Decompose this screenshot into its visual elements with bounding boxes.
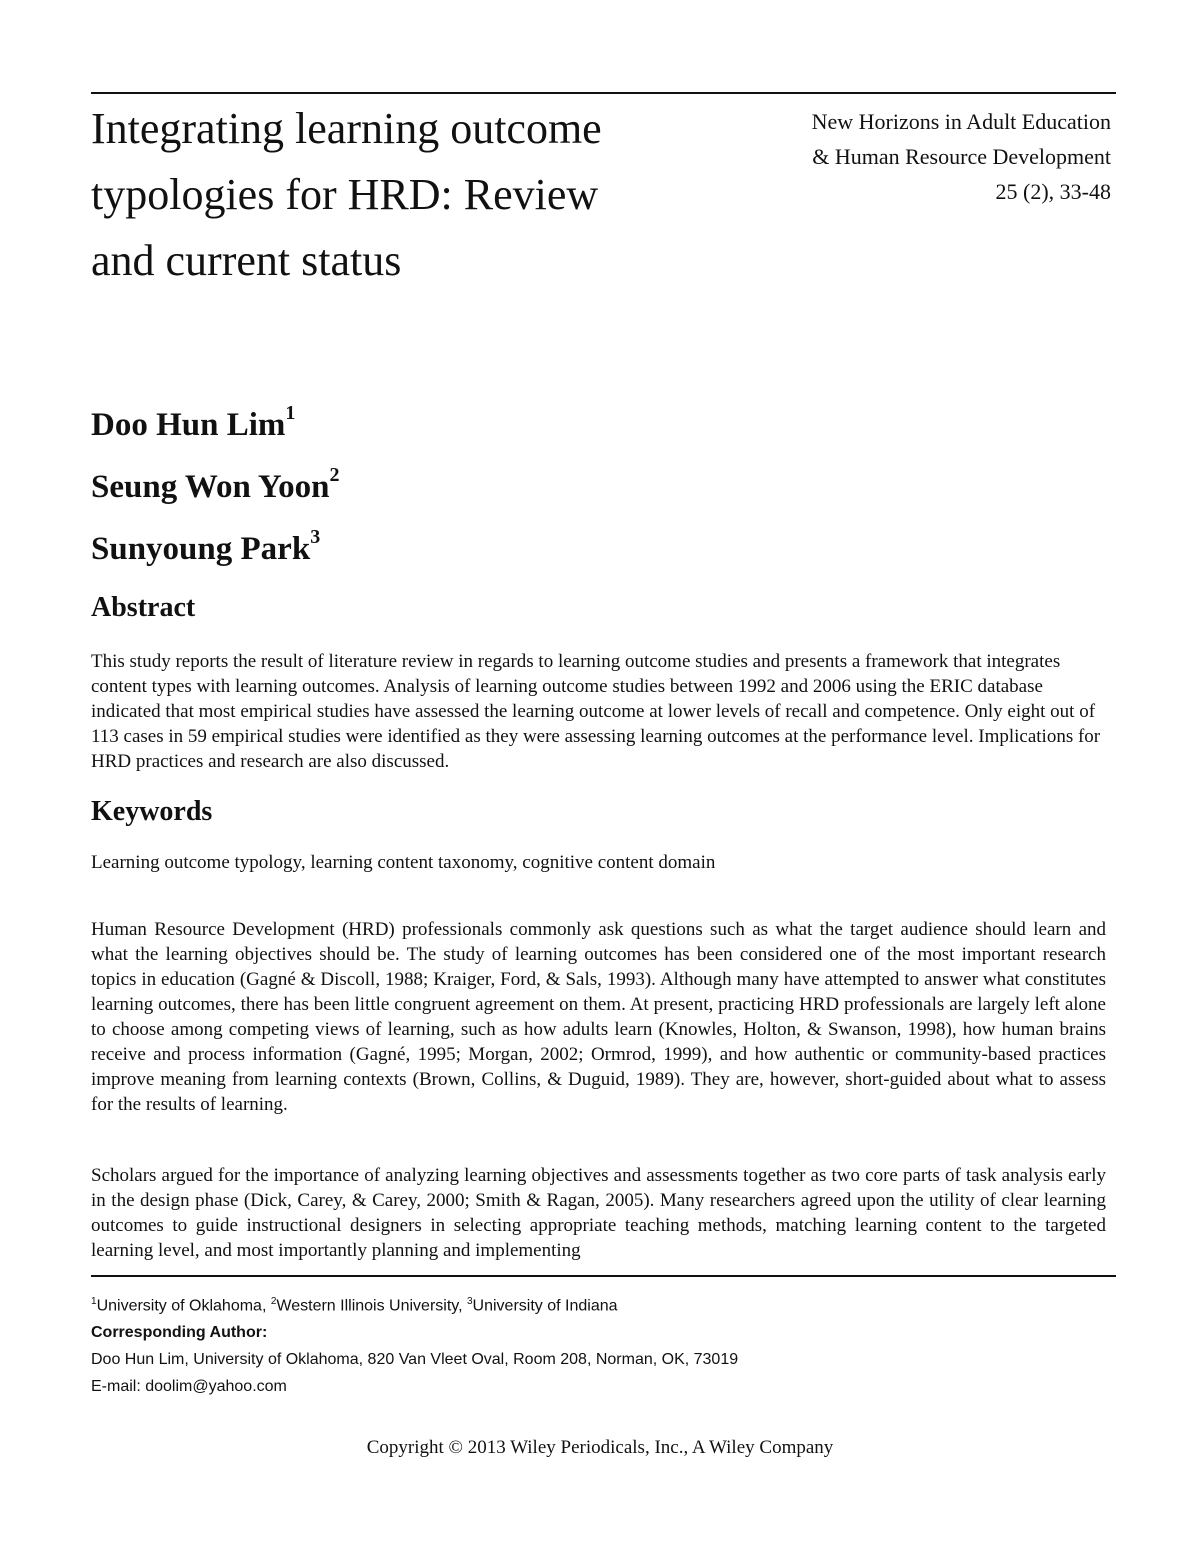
body-paragraph: Human Resource Development (HRD) professionals commonly ask questions such as what the target audience should learn and what the learning objectives should be. The study of learning outcomes has been considered one of the most important research topics in education (Gagné & Discoll, 1988; Kraiger, Ford, & Sals, 1993). Although many have attempted to answer what constitutes learning outcomes, there has been little congruent agreement on them. At present, practicing HRD professionals are largely left alone to choose among competing views of learning, such as how adults learn (Knowles, Holton, & Swanson, 1998), how human brains receive and process information (Gagné, 1995; Morgan, 2002; Ormrod, 1999), and how authentic or community-based practices improve meaning from learning contexts (Brown, Collins, & Duguid, 1989). They are, however, short-guided about what to assess for the results of learning. — [91, 919, 1106, 1115]
affiliation-mark: 2 — [270, 1296, 277, 1307]
top-rule — [91, 92, 1116, 94]
author-affiliation-mark: 1 — [285, 402, 296, 424]
abstract-text: This study reports the result of literature review in regards to learning outcome studies and presents a framework that integrates content types with learning outcomes. Analysis of learning outcome studies between 1992 and 2006 using the ERIC database indicated that most empirical studies have assessed the learning outcome at lower levels of recall and competence. Only eight out of 113 cases in 59 empirical studies were identified as they were assessing learning outcomes at the performance level. Implications for HRD practices and research are also discussed. — [91, 651, 1101, 772]
affiliation-mark: 3 — [466, 1296, 473, 1307]
journal-citation — [812, 104, 1111, 209]
author-affiliation-mark: 3 — [310, 526, 321, 548]
author-affiliation-mark: 2 — [329, 464, 340, 486]
affiliation: Western Illinois University, — [276, 1297, 467, 1315]
author — [91, 390, 339, 452]
keywords-heading: Keywords — [91, 796, 213, 827]
article-title: Integrating learning outcome typologies for HRD: Review and current status — [91, 104, 602, 285]
corresponding-author-label: Corresponding Author: — [91, 1324, 268, 1342]
affiliation-mark: 1 — [91, 1296, 97, 1307]
journal-name-line1: New Horizons in Adult Education — [811, 109, 1111, 134]
affiliations-line — [91, 1288, 738, 1319]
footnotes — [91, 1288, 738, 1400]
footnote-rule — [91, 1275, 1116, 1277]
author-name: Doo Hun Lim — [91, 407, 286, 443]
abstract-heading: Abstract — [91, 592, 196, 623]
corresponding-author-address: Doo Hun Lim, University of Oklahoma, 820 Van Vleet Oval, Room 208, Norman, OK, 73019 — [91, 1351, 739, 1369]
journal-name-line2: & Human Resource Development — [812, 144, 1111, 169]
journal-volume-pages: 25 (2), 33-48 — [995, 179, 1111, 204]
author-name: Sunyoung Park — [91, 531, 311, 567]
affiliation: University of Indiana — [472, 1297, 618, 1315]
author-name: Seung Won Yoon — [91, 469, 330, 505]
author-list — [91, 390, 339, 576]
keywords-text: Learning outcome typology, learning content taxonomy, cognitive content domain — [91, 852, 716, 873]
author — [91, 514, 339, 576]
body-paragraph: Scholars argued for the importance of analyzing learning objectives and assessments together as two core parts of task analysis early in the design phase (Dick, Carey, & Carey, 2000; Smith & Ragan, 2005). Many researchers agreed upon the utility of clear learning outcomes to guide instructional designers in selecting appropriate teaching methods, matching learning content to the targeted learning level, and most importantly planning and implementing — [91, 1165, 1106, 1261]
corresponding-author-email: E-mail: doolim@yahoo.com — [91, 1378, 287, 1396]
affiliation: University of Oklahoma, — [96, 1297, 271, 1315]
author — [91, 452, 339, 514]
copyright-notice: Copyright © 2013 Wiley Periodicals, Inc., A Wiley Company — [366, 1437, 834, 1458]
